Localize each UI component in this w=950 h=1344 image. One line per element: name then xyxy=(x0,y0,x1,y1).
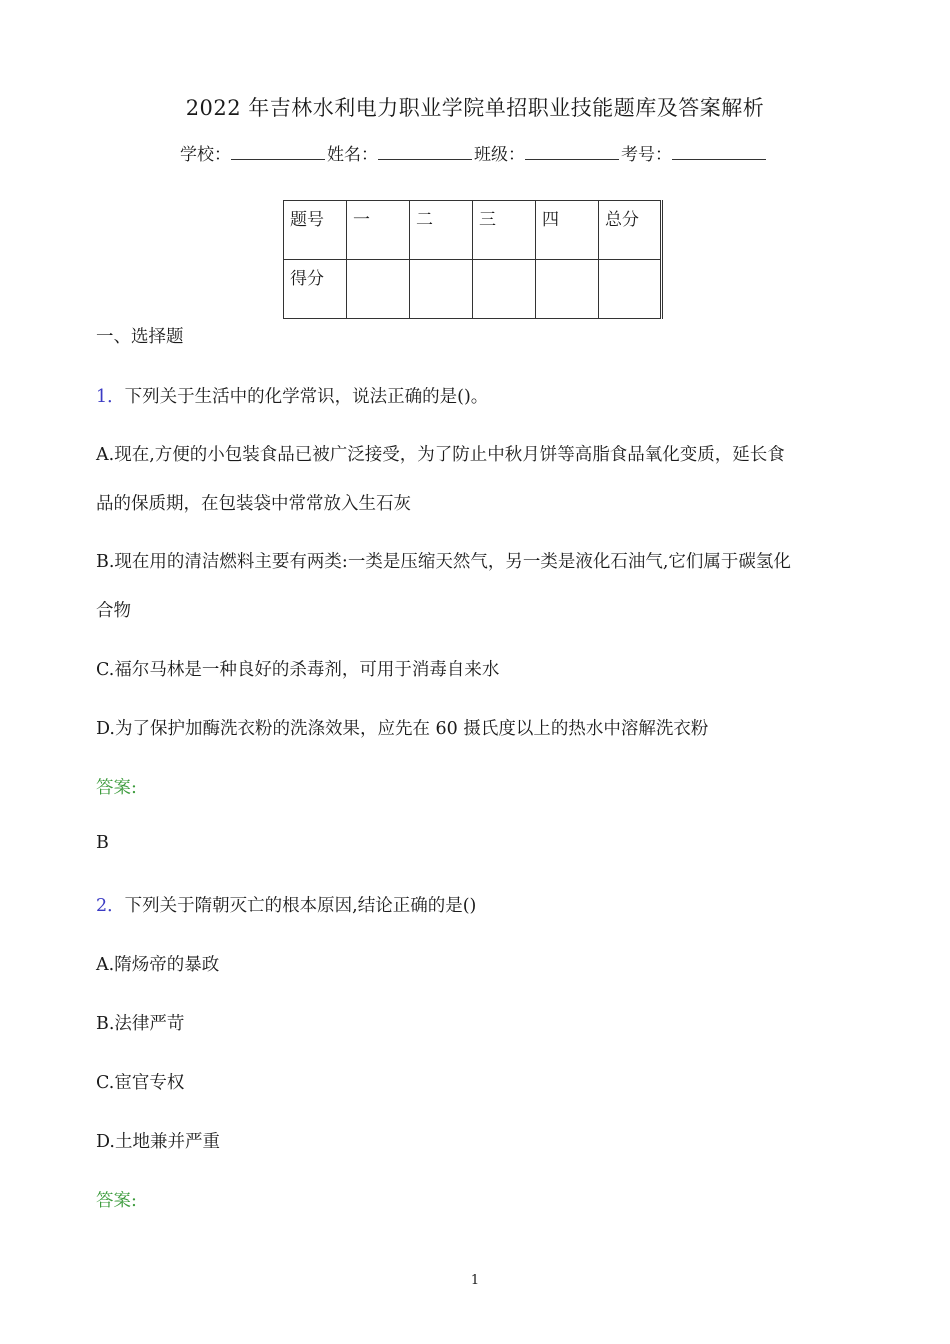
q1-option-c: C.福尔马林是一种良好的杀毒剂，可用于消毒自来水 xyxy=(96,660,500,680)
score-row-label: 得分 xyxy=(284,260,347,319)
question-2 xyxy=(96,892,476,917)
question-text: 下列关于隋朝灭亡的根本原因,结论正确的是() xyxy=(124,896,477,916)
q2-answer-label: 答案: xyxy=(96,1191,137,1211)
document-title: 2022 年吉林水利电力职业学院单招职业技能题库及答案解析 xyxy=(185,96,765,120)
score-table-score-row xyxy=(284,260,662,319)
q1-option-b-line1: B.现在用的清洁燃料主要有两类:一类是压缩天然气，另一类是液化石油气,它们属于碳氢化 xyxy=(96,552,791,572)
q1-option-a-line2: 品的保质期，在包装袋中常常放入生石灰 xyxy=(96,494,411,514)
score-cell-2 xyxy=(410,260,473,319)
student-info-line xyxy=(180,140,768,165)
question-text: 下列关于生活中的化学常识，说法正确的是()。 xyxy=(124,387,489,407)
question-number: 1． xyxy=(96,387,125,407)
header-cell-label: 题号 xyxy=(284,201,347,260)
class-blank xyxy=(525,143,619,160)
class-label: 班级： xyxy=(474,145,525,165)
q1-option-b-line2: 合物 xyxy=(96,601,131,621)
score-cell-3 xyxy=(473,260,536,319)
q1-option-a-line1: A.现在,方便的小包装食品已被广泛接受，为了防止中秋月饼等高脂食品氧化变质，延长食 xyxy=(96,445,785,465)
q1-option-d: D.为了保护加酶洗衣粉的洗涤效果，应先在 60 摄氏度以上的热水中溶解洗衣粉 xyxy=(96,719,709,739)
q1-answer-label: 答案: xyxy=(96,778,137,798)
score-table-header-row xyxy=(284,201,662,260)
score-cell-total xyxy=(599,260,662,319)
question-1 xyxy=(96,383,488,408)
exam-no-label: 考号： xyxy=(621,145,672,165)
school-label: 学校： xyxy=(180,145,231,165)
header-cell-1: 一 xyxy=(347,201,410,260)
header-cell-total: 总分 xyxy=(599,201,662,260)
exam-no-blank xyxy=(672,143,766,160)
q2-option-b: B.法律严苛 xyxy=(96,1014,185,1034)
q2-option-a: A.隋炀帝的暴政 xyxy=(96,955,220,975)
name-label: 姓名： xyxy=(327,145,378,165)
school-blank xyxy=(231,143,325,160)
section-title: 一、选择题 xyxy=(96,327,184,347)
score-table xyxy=(283,200,663,319)
q2-option-d: D.土地兼并严重 xyxy=(96,1132,220,1152)
question-number: 2． xyxy=(96,896,125,916)
score-cell-4 xyxy=(536,260,599,319)
header-cell-2: 二 xyxy=(410,201,473,260)
q1-answer-value: B xyxy=(96,833,109,853)
q2-option-c: C.宦官专权 xyxy=(96,1073,185,1093)
header-cell-3: 三 xyxy=(473,201,536,260)
score-cell-1 xyxy=(347,260,410,319)
page-number: 1 xyxy=(470,1273,480,1288)
header-cell-4: 四 xyxy=(536,201,599,260)
name-blank xyxy=(378,143,472,160)
